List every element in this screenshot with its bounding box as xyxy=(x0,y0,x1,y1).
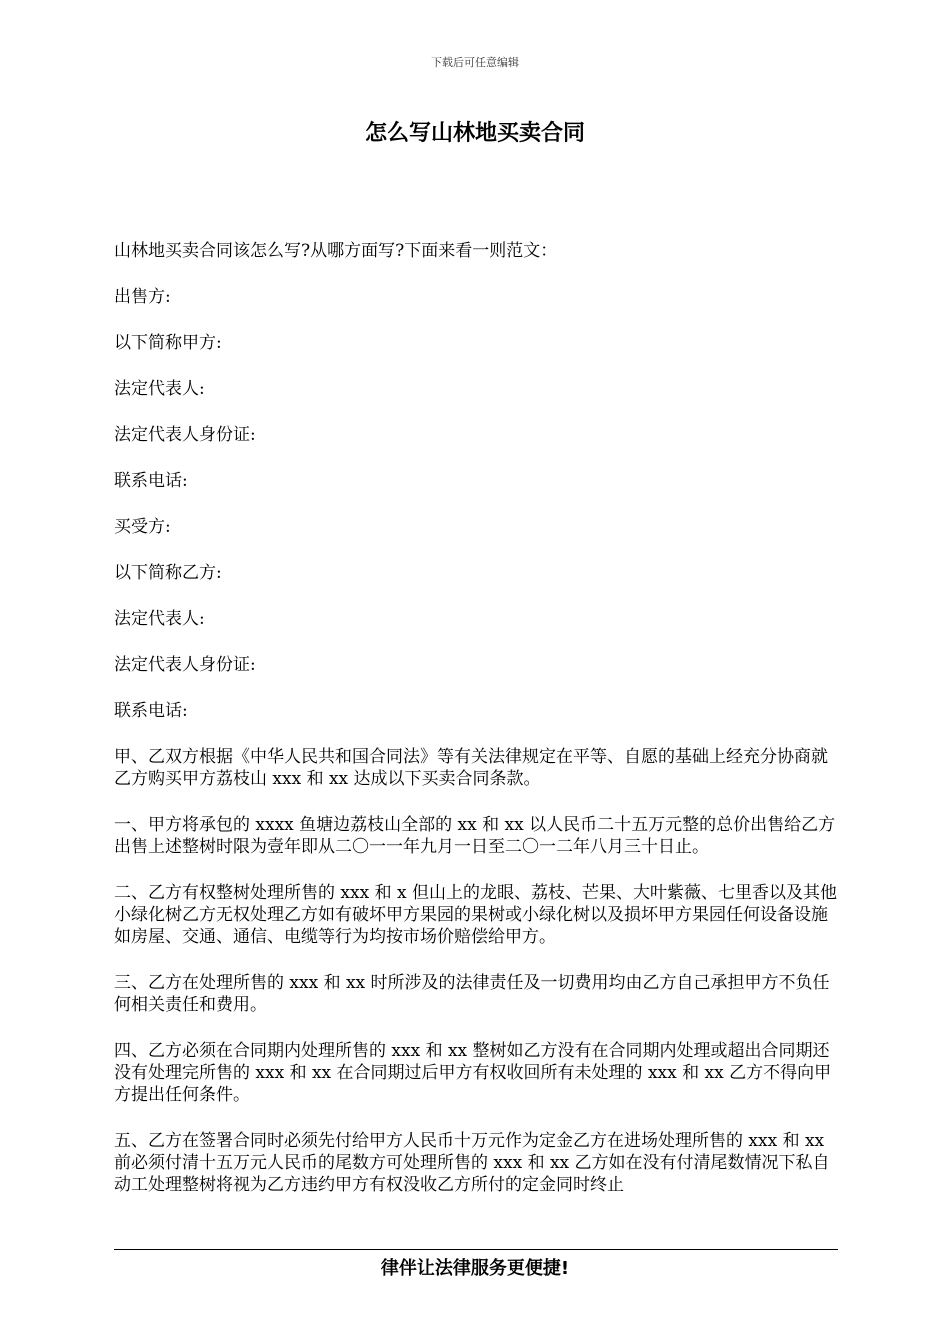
clause-5: 五、乙方在签署合同时必须先付给甲方人民币十万元作为定金乙方在进场处理所售的 xxx 和 xx 前必须付清十五万元人民币的尾数方可处理所售的 xxx 和 xx 乙方如在没有付清尾数情况下私自动工处理整树将视为乙方违约甲方有权没收乙方所付的定金同时终止 xyxy=(114,1131,830,1195)
field-seller-representative-id: 法定代表人身份证: xyxy=(114,425,256,445)
clause-4: 四、乙方必须在合同期内处理所售的 xxx 和 xx 整树如乙方没有在合同期内处理或超出合同期还没有处理完所售的 xxx 和 xx 在合同期过后甲方有权收回所有未处理的 xxx 和 xx 乙方不得向甲方提出任何条件。 xyxy=(114,1041,832,1105)
field-buyer-representative: 法定代表人: xyxy=(114,609,205,629)
clause-1: 一、甲方将承包的 xxxx 鱼塘边荔枝山全部的 xx 和 xx 以人民币二十五万元整的总价出售给乙方出售上述整树时限为壹年即从二〇一一年九月一日至二〇一二年八月三十日止。 xyxy=(114,815,836,857)
field-buyer-phone: 联系电话: xyxy=(114,701,188,721)
field-buyer-representative-id: 法定代表人身份证: xyxy=(114,655,256,675)
clause-2: 二、乙方有权整树处理所售的 xxx 和 x 但山上的龙眼、荔枝、芒果、大叶紫薇、七里香以及其他小绿化树乙方无权处理乙方如有破坏甲方果园的果树或小绿化树以及损坏甲方果园任何设备设施如房屋、交通、通信、电缆等行为均按市场价赔偿给甲方。 xyxy=(114,883,837,947)
clause-preamble: 甲、乙双方根据《中华人民共和国合同法》等有关法律规定在平等、自愿的基础上经充分协商就乙方购买甲方荔枝山 xxx 和 xx 达成以下买卖合同条款。 xyxy=(114,747,828,789)
field-seller-representative: 法定代表人: xyxy=(114,379,205,399)
field-seller: 出售方: xyxy=(114,287,171,307)
header-note: 下载后可任意编辑 xyxy=(431,56,519,69)
footer-slogan: 律伴让法律服务更便捷! xyxy=(380,1258,570,1279)
intro-line: 山林地买卖合同该怎么写?从哪方面写?下面来看一则范文： xyxy=(114,241,558,261)
field-party-b-alias: 以下简称乙方: xyxy=(114,563,222,583)
clause-3: 三、乙方在处理所售的 xxx 和 xx 时所涉及的法律责任及一切费用均由乙方自己承担甲方不负任何相关责任和费用。 xyxy=(114,973,830,1015)
field-buyer: 买受方: xyxy=(114,517,171,537)
document-body xyxy=(114,240,838,1220)
field-party-a-alias: 以下简称甲方: xyxy=(114,333,222,353)
footer-divider xyxy=(114,1249,838,1250)
field-seller-phone: 联系电话: xyxy=(114,471,188,491)
document-title: 怎么写山林地买卖合同 xyxy=(364,121,585,146)
